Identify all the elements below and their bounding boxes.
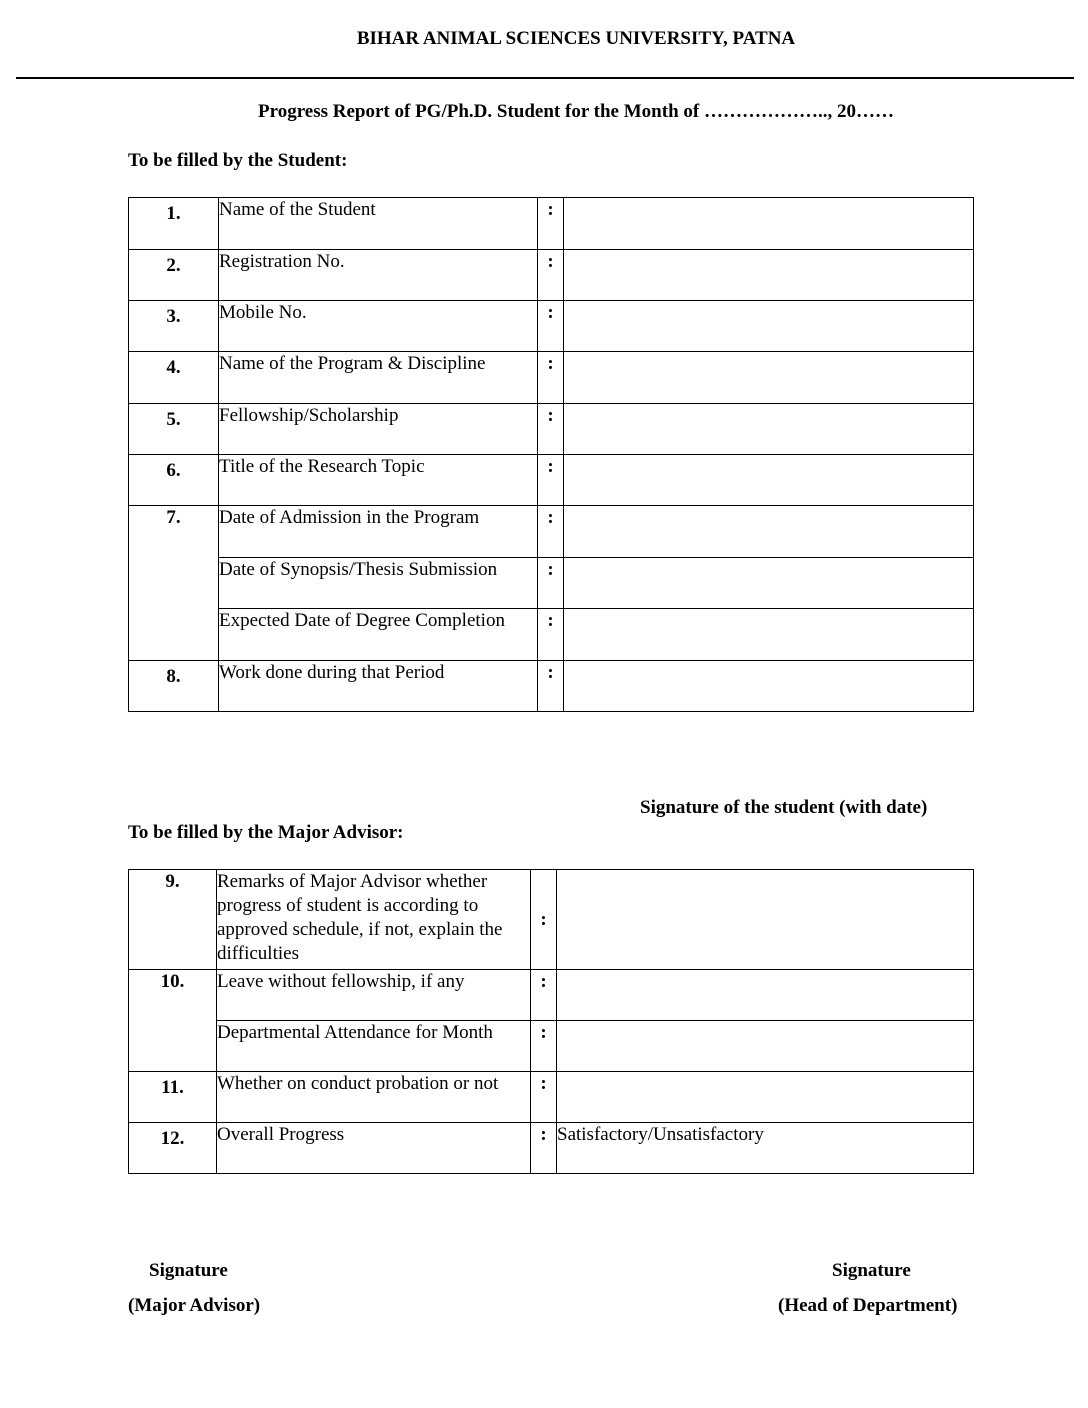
student-row-5	[129, 404, 974, 455]
field-label: Date of Admission in the Program	[219, 506, 538, 558]
student-row-2	[129, 250, 974, 301]
leave-field[interactable]	[557, 970, 974, 1021]
row-number: 2.	[129, 250, 219, 301]
colon: :	[531, 970, 557, 1021]
field-label: Date of Synopsis/Thesis Submission	[219, 558, 538, 609]
colon: :	[538, 455, 564, 506]
student-row-7c	[129, 609, 974, 661]
fellowship-field[interactable]	[564, 404, 974, 455]
student-section-heading: To be filled by the Student:	[128, 150, 348, 171]
student-row-6	[129, 455, 974, 506]
colon: :	[538, 198, 564, 250]
colon: :	[531, 1072, 557, 1123]
field-label: Title of the Research Topic	[219, 455, 538, 506]
advisor-role-label: (Major Advisor)	[128, 1295, 261, 1316]
colon: :	[531, 1021, 557, 1072]
field-label: Departmental Attendance for Month	[217, 1021, 531, 1072]
row-number: 10.	[129, 970, 217, 1072]
completion-date-field[interactable]	[564, 609, 974, 661]
report-title: Progress Report of PG/Ph.D. Student for the Month of ……………….., 20……	[258, 101, 894, 122]
row-number: 7.	[129, 506, 219, 661]
field-label: Remarks of Major Advisor whether progress of student is according to approved schedule, if not, explain the difficulties	[217, 870, 531, 970]
student-row-7b	[129, 558, 974, 609]
colon: :	[531, 870, 557, 970]
synopsis-date-field[interactable]	[564, 558, 974, 609]
row-number: 4.	[129, 352, 219, 404]
field-label: Name of the Program & Discipline	[219, 352, 538, 404]
advisor-section-heading: To be filled by the Major Advisor:	[128, 822, 404, 843]
advisor-row-11	[129, 1072, 974, 1123]
probation-field[interactable]	[557, 1072, 974, 1123]
colon: :	[538, 250, 564, 301]
mobile-no-field[interactable]	[564, 301, 974, 352]
field-label: Expected Date of Degree Completion	[219, 609, 538, 661]
colon: :	[538, 609, 564, 661]
student-form-table	[128, 197, 974, 712]
student-row-8	[129, 661, 974, 712]
field-label: Work done during that Period	[219, 661, 538, 712]
overall-progress-value[interactable]: Satisfactory/Unsatisfactory	[557, 1123, 974, 1174]
colon: :	[538, 404, 564, 455]
attendance-field[interactable]	[557, 1021, 974, 1072]
hod-role-label: (Head of Department)	[778, 1295, 958, 1316]
row-number: 3.	[129, 301, 219, 352]
colon: :	[538, 506, 564, 558]
research-topic-field[interactable]	[564, 455, 974, 506]
row-number: 9.	[129, 870, 217, 970]
university-name: BIHAR ANIMAL SCIENCES UNIVERSITY, PATNA	[356, 28, 796, 49]
field-label: Registration No.	[219, 250, 538, 301]
advisor-row-9	[129, 870, 974, 970]
student-row-3	[129, 301, 974, 352]
work-done-field[interactable]	[564, 661, 974, 712]
row-number: 5.	[129, 404, 219, 455]
row-number: 1.	[129, 198, 219, 250]
student-name-field[interactable]	[564, 198, 974, 250]
advisor-row-10a	[129, 970, 974, 1021]
advisor-form-table	[128, 869, 974, 1174]
advisor-signature-label: Signature	[149, 1260, 228, 1281]
row-number: 6.	[129, 455, 219, 506]
field-label: Overall Progress	[217, 1123, 531, 1174]
student-row-7a	[129, 506, 974, 558]
student-row-1	[129, 198, 974, 250]
colon: :	[538, 558, 564, 609]
hod-signature-label: Signature	[832, 1260, 911, 1281]
field-label: Name of the Student	[219, 198, 538, 250]
field-label: Fellowship/Scholarship	[219, 404, 538, 455]
advisor-row-10b	[129, 1021, 974, 1072]
admission-date-field[interactable]	[564, 506, 974, 558]
field-label: Leave without fellowship, if any	[217, 970, 531, 1021]
colon: :	[531, 1123, 557, 1174]
colon: :	[538, 661, 564, 712]
field-label: Mobile No.	[219, 301, 538, 352]
row-number: 11.	[129, 1072, 217, 1123]
field-label: Whether on conduct probation or not	[217, 1072, 531, 1123]
advisor-remarks-field[interactable]	[557, 870, 974, 970]
row-number: 8.	[129, 661, 219, 712]
student-row-4	[129, 352, 974, 404]
registration-no-field[interactable]	[564, 250, 974, 301]
header-divider	[16, 77, 1074, 79]
colon: :	[538, 301, 564, 352]
program-discipline-field[interactable]	[564, 352, 974, 404]
colon: :	[538, 352, 564, 404]
student-signature-label: Signature of the student (with date)	[640, 797, 928, 818]
row-number: 12.	[129, 1123, 217, 1174]
advisor-row-12	[129, 1123, 974, 1174]
